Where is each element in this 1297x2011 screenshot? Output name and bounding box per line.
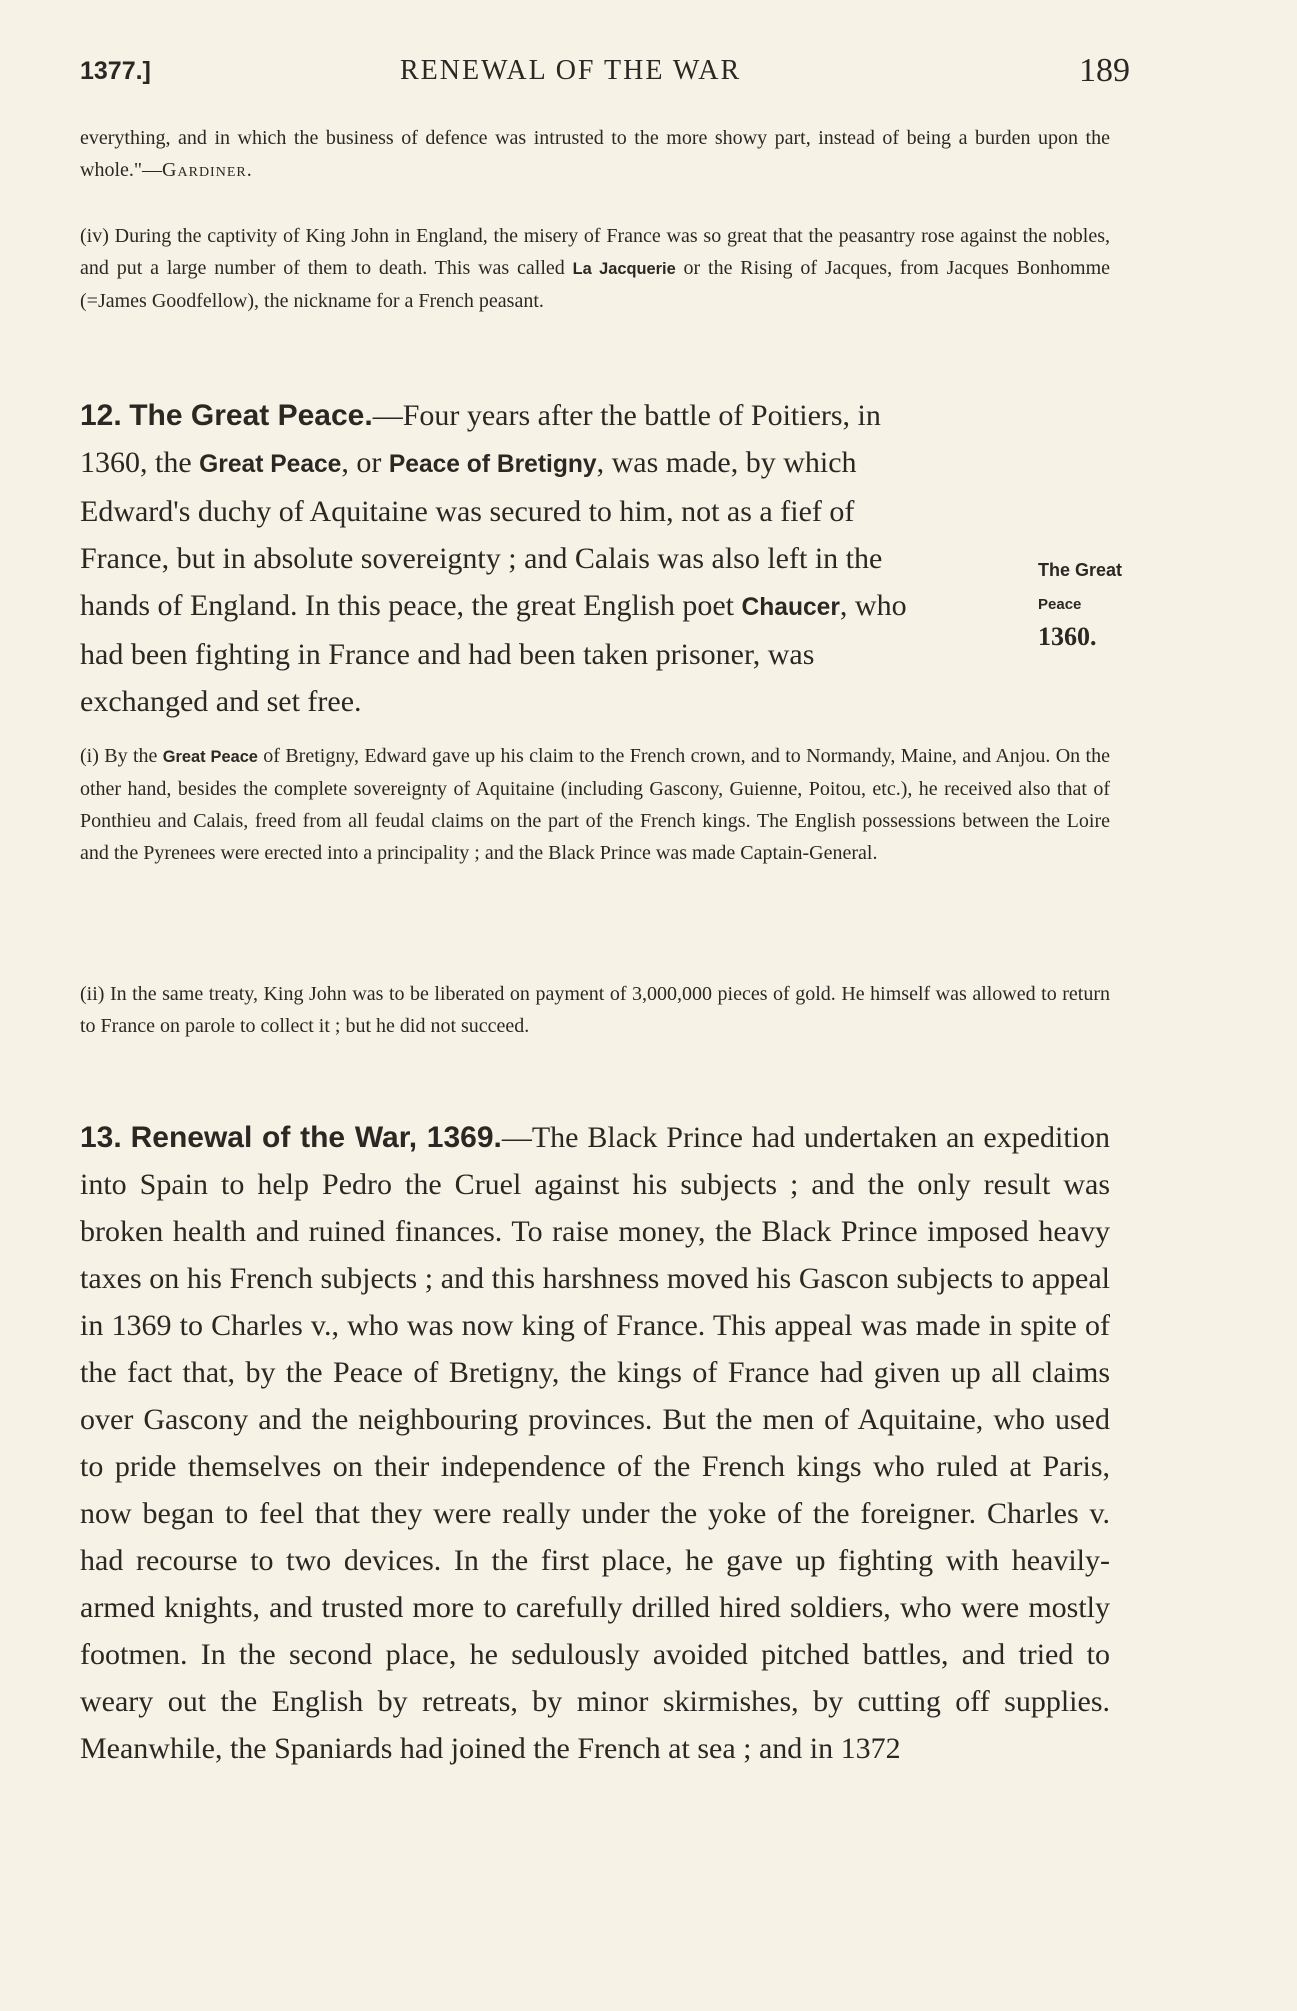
page-number: 189 [1079,52,1130,89]
note-iii-text: everything, and in which the business of defence was intrusted to the more showy part, instead of being a burden upon the whole."— [80,127,1110,181]
section-13-paragraph [80,1114,1110,1772]
section-12-text-2: , or [341,446,389,479]
header-title: RENEWAL OF THE WAR [400,55,742,86]
section-12-term-great-peace: Great Peace [199,451,342,478]
margin-note-line-1: The Great [1038,560,1123,580]
note-ii [80,978,1110,1042]
note-i-paragraph [80,740,1110,869]
margin-note-line-2: Peace [1038,596,1082,613]
note-iii-paragraph [80,122,1110,186]
note-i-before: (i) By the [80,745,163,767]
note-iv-paragraph [80,220,1110,317]
note-i-term: Great Peace [162,748,258,766]
section-12-text-1: —Four years after the battle of Poitiers, in 1360, the [80,399,881,479]
section-13 [80,1114,1110,1772]
section-12-text-4: , who had been fighting in France and had been taken prisoner, was exchanged and set free. [80,589,907,718]
note-iv [80,220,1110,317]
note-iii-author: Gardiner. [162,159,253,181]
note-i [80,740,1110,869]
section-12-paragraph [80,392,940,725]
note-iii-continuation [80,122,1110,186]
margin-note-year: 1360. [1038,622,1097,651]
note-ii-paragraph: (ii) In the same treaty, King John was to be liberated on payment of 3,000,000 pieces of gold. He himself was allowed to return to France on parole to collect it ; but he did not succeed. [80,983,1110,1037]
running-header [80,46,1130,96]
section-12 [80,392,940,725]
note-iv-after: or the Rising of Jacques, from Jacques Bonhomme (=James Goodfellow), the nickname for a French peasant. [80,257,1111,312]
section-12-term-bretigny: Peace of Bretigny [388,451,597,478]
note-i-after: of Bretigny, Edward gave up his claim to the French crown, and to Normandy, Maine, and Anjou. On the other hand, besides the complete sovereignty of Aquitaine (including Gascony, Guienne, Poitou, etc.), he received also that of Ponthieu and Calais, freed from all feudal claims on the part of the French kings. The English possessions between the Loire and the Pyrenees were erected into a principality ; and the Black Prince was made Captain-General. [80,745,1110,864]
section-12-text-3: , was made, by which Edward's duchy of Aquitaine was secured to him, not as a fief of France, but in absolute sovereignty ; and Calais was also left in the hands of England. In this peace, the great English poet [80,446,883,622]
header-year: 1377.] [80,57,151,85]
section-13-body: —The Black Prince had undertaken an expedition into Spain to help Pedro the Cruel against his subjects ; and the only result was broken health and ruined finances. To raise money, the Black Prince imposed heavy taxes on his French subjects ; and this harshness moved his Gascon subjects to appeal in 1369 to Charles v., who was now king of France. This appeal was made in spite of the fact that, by the Peace of Bretigny, the kings of France had given up all claims over Gascony and the neighbouring provinces. But the men of Aquitaine, who used to pride themselves on their independence of the French kings who ruled at Paris, now began to feel that they were really under the yoke of the foreigner. Charles v. had recourse to two devices. In the first place, he gave up fighting with heavily-armed knights, and trusted more to carefully drilled hired soldiers, who were mostly footmen. In the second place, he sedulously avoided pitched battles, and tried to weary out the English by retreats, by minor skirmishes, by cutting off supplies. Meanwhile, the Spaniards had joined the French at sea ; and in 1372 [80,1121,1110,1765]
note-iv-term: La Jacquerie [572,260,676,278]
section-13-heading: Renewal of the War, 1369. [130,1121,502,1154]
section-12-number: 12. [80,399,122,432]
section-13-number: 13. [80,1121,122,1154]
note-iv-before: (iv) During the captivity of King John in England, the misery of France was so great that the peasantry rose against the nobles, and put a large number of them to death. This was called [80,225,1110,279]
section-12-term-chaucer: Chaucer [741,594,840,621]
section-12-heading: The Great Peace. [129,399,373,432]
